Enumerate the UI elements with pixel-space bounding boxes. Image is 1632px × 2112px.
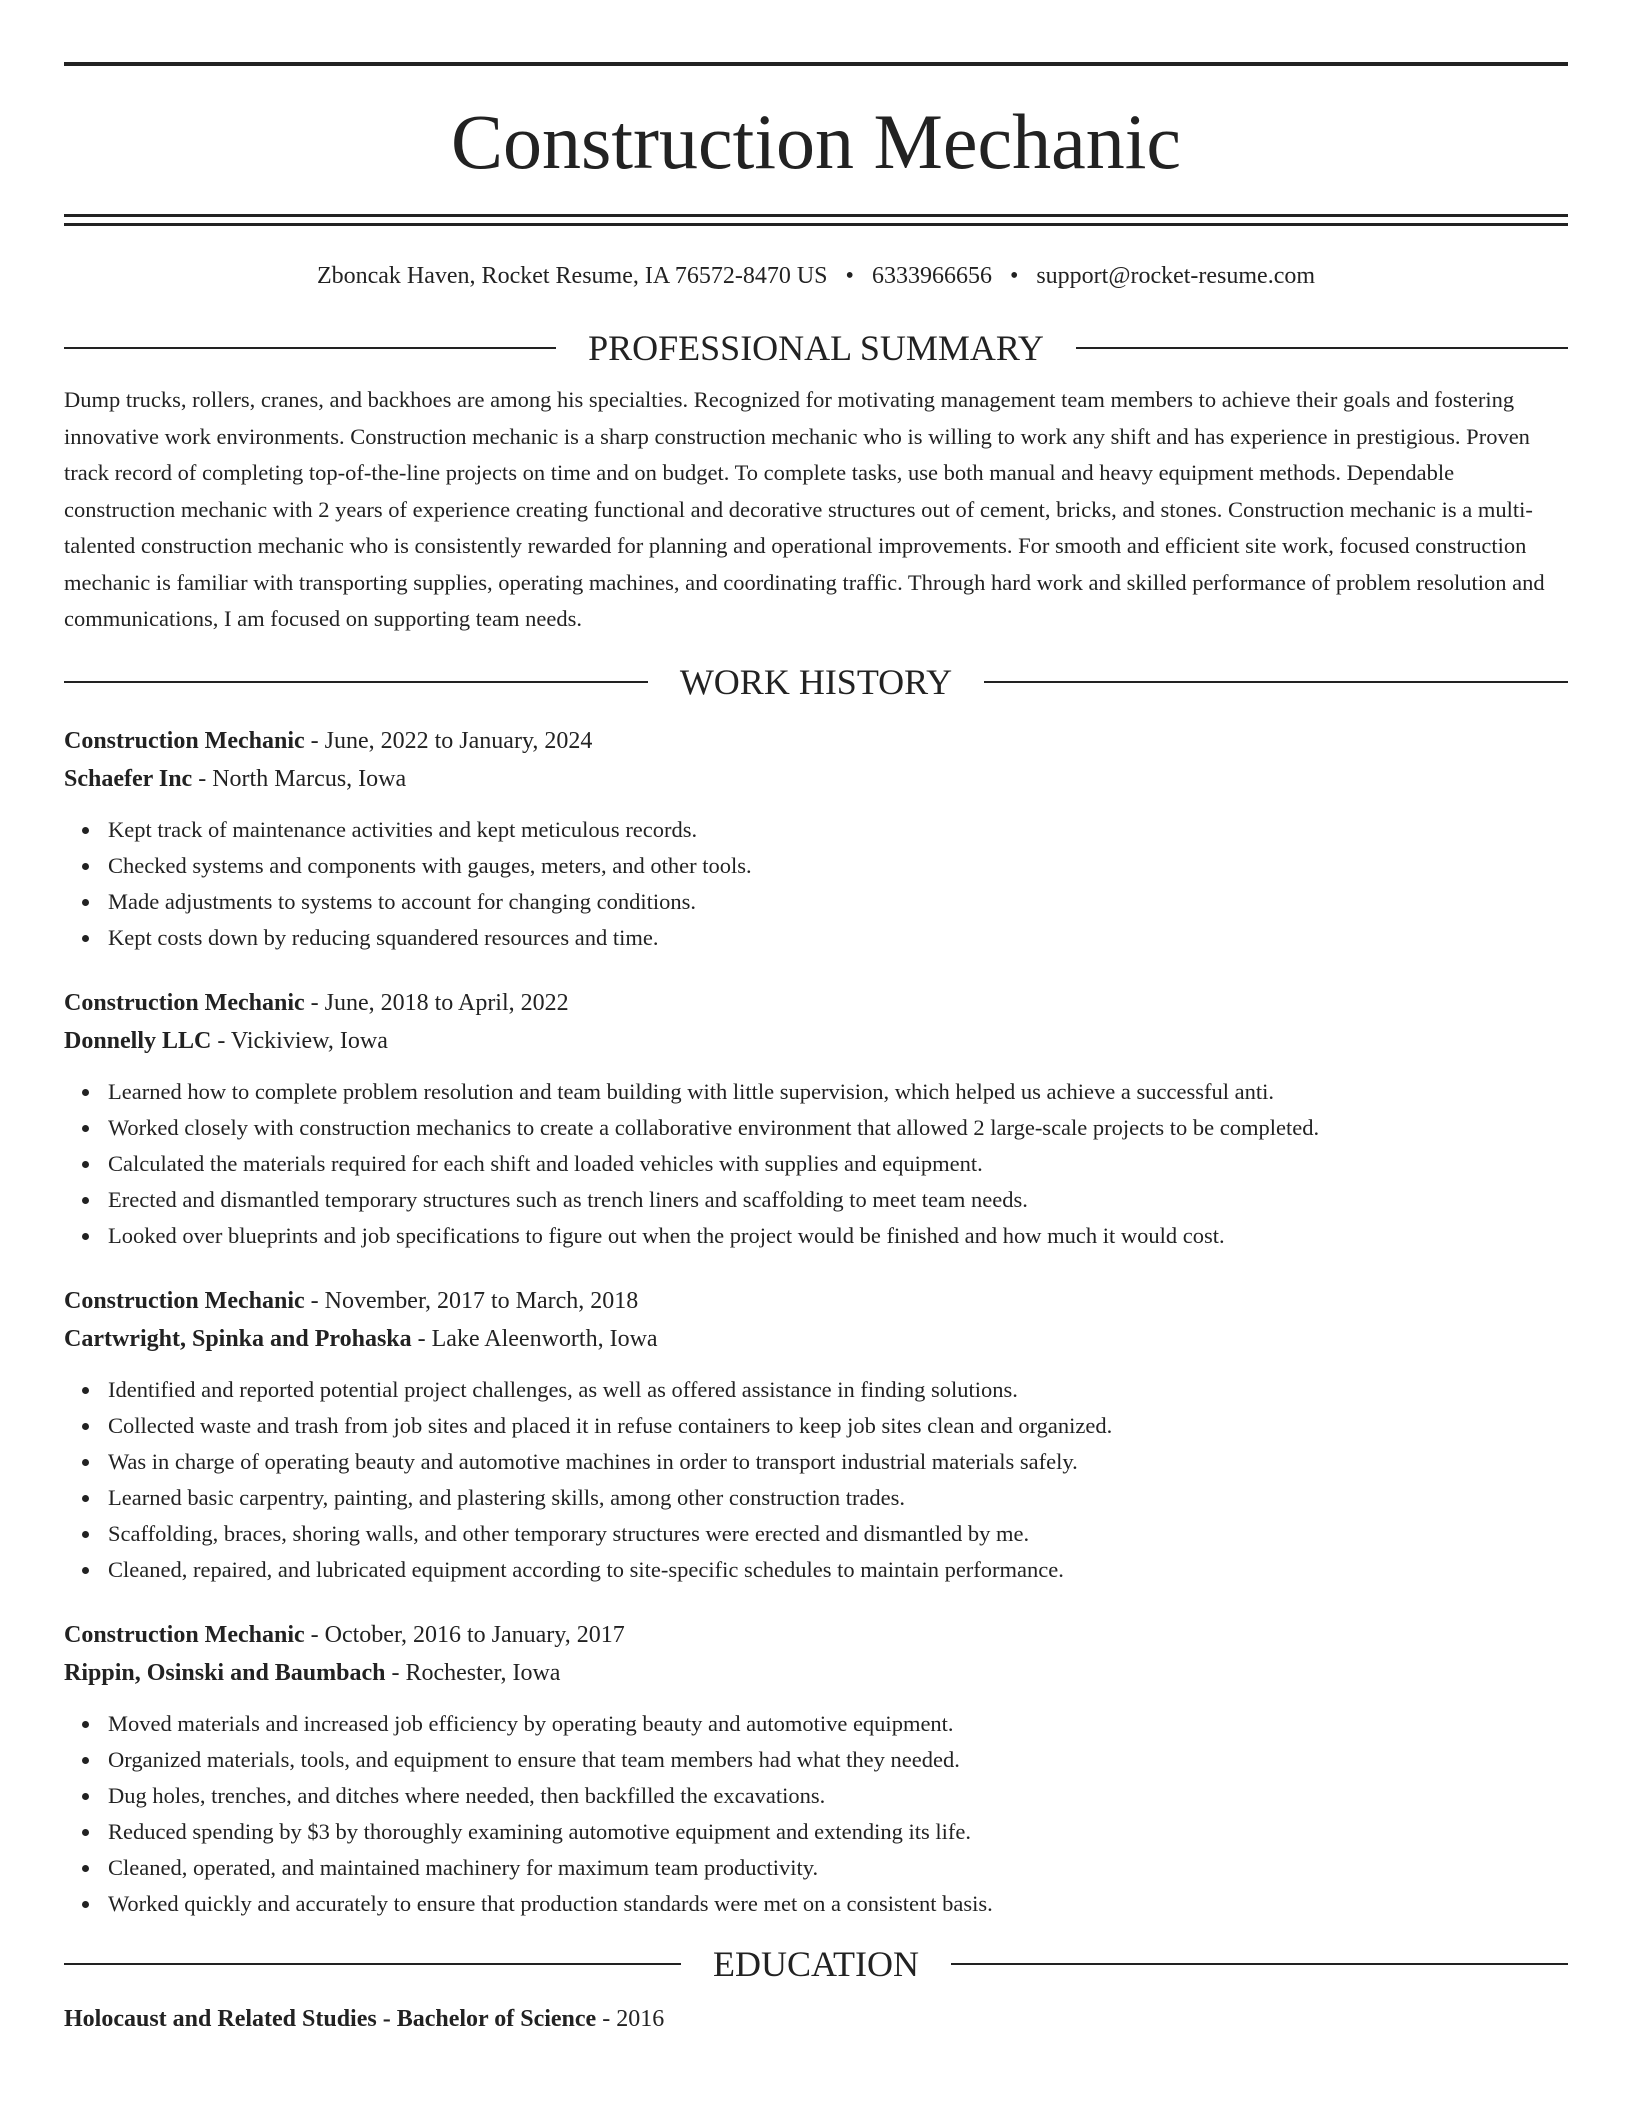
job-bullets [64,1706,1568,1922]
job-dates: - June, 2018 to April, 2022 [304,990,569,1016]
job-title-line [64,1282,1568,1320]
job-entry [64,722,1568,956]
bullet-item: Learned basic carpentry, painting, and plastering skills, among other construction trades. [108,1480,1568,1516]
bullet-item: Identified and reported potential project challenges, as well as offered assistance in finding solutions. [108,1372,1568,1408]
bullet-item: Calculated the materials required for each shift and loaded vehicles with supplies and equipment. [108,1146,1568,1182]
job-location: - Rochester, Iowa [385,1660,561,1686]
bullet-item: Was in charge of operating beauty and automotive machines in order to transport industrial materials safely. [108,1444,1568,1480]
bullet-item: Scaffolding, braces, shoring walls, and other temporary structures were erected and dismantled by me. [108,1516,1568,1552]
double-rule [64,214,1568,226]
job-dates: - June, 2022 to January, 2024 [304,728,593,754]
job-title: Construction Mechanic [64,990,305,1016]
contact-separator: • [1009,263,1019,289]
job-dates: - November, 2017 to March, 2018 [304,1288,639,1314]
education-entry [64,2000,1568,2038]
bullet-item: Made adjustments to systems to account for changing conditions. [108,884,1568,920]
heading-rule-right [984,681,1568,683]
heading-rule-left [64,681,648,683]
job-location: - North Marcus, Iowa [192,766,407,792]
job-company-line [64,1654,1568,1692]
job-title-line [64,722,1568,760]
top-rule [64,62,1568,66]
education-degree: Holocaust and Related Studies - Bachelor of Science [64,2006,597,2032]
bullet-item: Cleaned, operated, and maintained machinery for maximum team productivity. [108,1850,1568,1886]
bullet-item: Worked quickly and accurately to ensure that production standards were met on a consistent basis. [108,1886,1568,1922]
contact-phone: 6333966656 [871,263,992,289]
heading-rule-left [64,347,556,349]
job-location: - Lake Aleenworth, Iowa [411,1326,658,1352]
job-company-line [64,1320,1568,1358]
bullet-item: Dug holes, trenches, and ditches where needed, then backfilled the excavations. [108,1778,1568,1814]
summary-text: Dump trucks, rollers, cranes, and backhoes are among his specialties. Recognized for motivating management team members to achieve their goals and fostering innovative work environments. Construction mechanic is a sharp construction mechanic who is willing to work any shift and has experience in prestigious. Proven track record of completing top-of-the-line projects on time and on budget. To complete tasks, use both manual and heavy equipment methods. Dependable construction mechanic with 2 years of experience creating functional and decorative structures out of cement, bricks, and stones. Construction mechanic is a multi-talented construction mechanic who is consistently rewarded for planning and operational improvements. For smooth and efficient site work, focused construction mechanic is familiar with transporting supplies, operating machines, and coordinating traffic. Through hard work and skilled performance of problem resolution and communications, I am focused on supporting team needs. [64,387,1545,631]
job-bullets [64,1372,1568,1588]
job-entry [64,1616,1568,1922]
bullet-item: Erected and dismantled temporary structures such as trench liners and scaffolding to meet team needs. [108,1182,1568,1218]
bullet-item: Moved materials and increased job efficiency by operating beauty and automotive equipment. [108,1706,1568,1742]
education-heading [64,1942,1568,1986]
work-history-list [64,722,1568,1922]
bullet-item: Checked systems and components with gauges, meters, and other tools. [108,848,1568,884]
job-company: Cartwright, Spinka and Prohaska [64,1326,412,1352]
job-company: Schaefer Inc [64,766,193,792]
job-title: Construction Mechanic [64,1288,305,1314]
job-title: Construction Mechanic [64,728,305,754]
job-company: Donnelly LLC [64,1028,212,1054]
bullet-item: Reduced spending by $3 by thoroughly examining automotive equipment and extending its life. [108,1814,1568,1850]
bullet-item: Worked closely with construction mechanics to create a collaborative environment that allowed 2 large-scale projects to be completed. [108,1110,1568,1146]
job-entry [64,984,1568,1254]
contact-email: support@rocket-resume.com [1036,263,1316,289]
contact-address: Zboncak Haven, Rocket Resume, IA 76572-8470 US [316,263,828,289]
contact-line [64,260,1568,292]
bullet-item: Organized materials, tools, and equipment to ensure that team members had what they needed. [108,1742,1568,1778]
job-bullets [64,1074,1568,1254]
bullet-item: Looked over blueprints and job specifications to figure out when the project would be finished and how much it would cost. [108,1218,1568,1254]
heading-rule-right [951,1963,1568,1965]
education-title: EDUCATION [713,1944,919,1984]
job-title-line [64,1616,1568,1654]
bullet-item: Collected waste and trash from job sites and placed it in refuse containers to keep job sites clean and organized. [108,1408,1568,1444]
contact-separator: • [845,263,854,289]
job-company-line [64,1022,1568,1060]
work-title: WORK HISTORY [679,662,953,702]
bullet-item: Kept track of maintenance activities and kept meticulous records. [108,812,1568,848]
bullet-item: Kept costs down by reducing squandered resources and time. [108,920,1568,956]
resume-page [64,0,1568,2038]
job-dates: - October, 2016 to January, 2017 [304,1622,625,1648]
bullet-item: Learned how to complete problem resolution and team building with little supervision, which helped us achieve a successful anti. [108,1074,1568,1110]
job-company-line [64,760,1568,798]
resume-name: Construction Mechanic [451,98,1181,185]
summary-heading [64,326,1568,370]
job-entry [64,1282,1568,1588]
heading-rule-left [64,1963,681,1965]
job-company: Rippin, Osinski and Baumbach [64,1660,386,1686]
summary-title: PROFESSIONAL SUMMARY [588,328,1044,368]
heading-rule-right [1076,347,1568,349]
job-title: Construction Mechanic [64,1622,305,1648]
job-bullets [64,812,1568,956]
bullet-item: Cleaned, repaired, and lubricated equipment according to site-specific schedules to maintain performance. [108,1552,1568,1588]
education-year: - 2016 [596,2006,665,2032]
work-heading [64,660,1568,704]
job-title-line [64,984,1568,1022]
job-location: - Vickiview, Iowa [211,1028,388,1054]
